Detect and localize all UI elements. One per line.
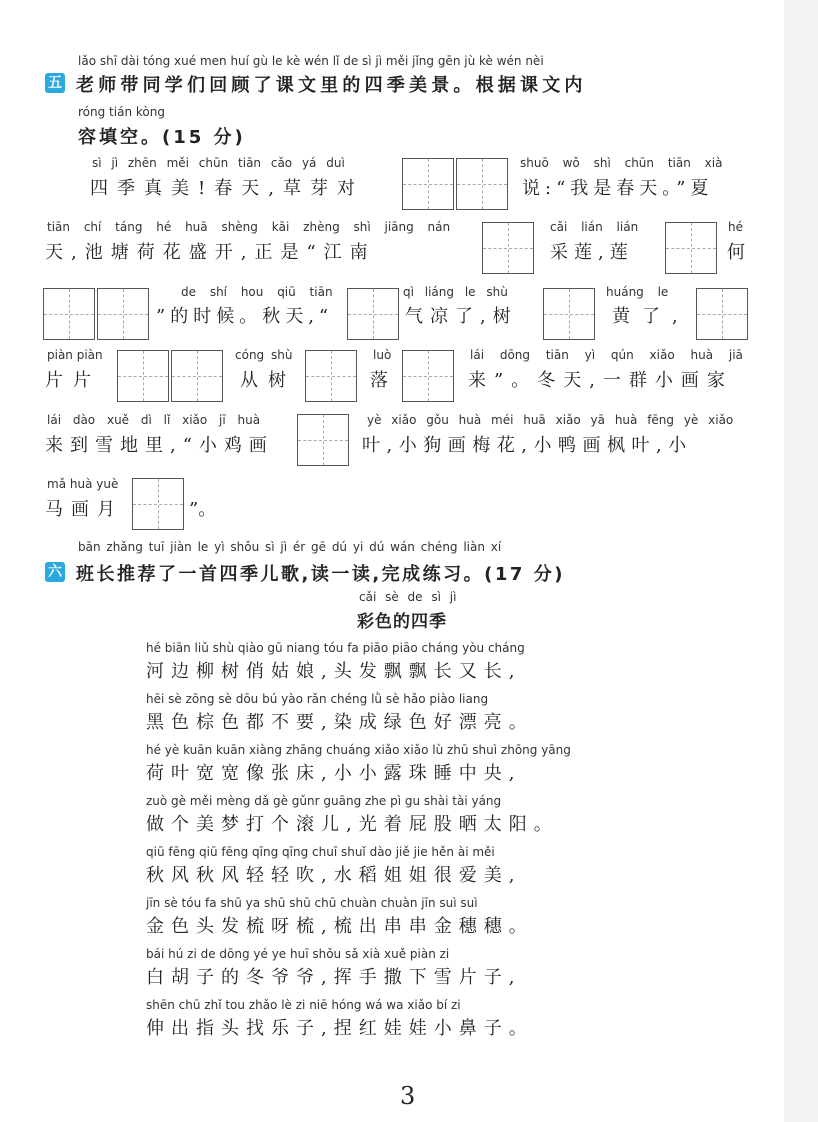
r3-pinyin-a: de shí hou qiū tiān	[181, 285, 333, 299]
r5-pinyin-a: lái dào xuě dì lǐ xiǎo jī huà	[47, 413, 261, 427]
r4-text-d: 来”。冬天,一群小画家	[468, 370, 733, 391]
r6-text-a: 马画月	[45, 499, 123, 520]
poem-line-pinyin: hé biān liǔ shù qiào gū niang tóu fa piāo piāo cháng yòu cháng	[146, 641, 525, 655]
answer-box[interactable]	[482, 222, 534, 274]
section6-badge: 六	[45, 562, 65, 582]
r4-pinyin-a: piàn piàn	[47, 348, 103, 362]
poem-line: 河边柳树俏姑娘,头发飘飘长又长,	[146, 661, 522, 682]
answer-box[interactable]	[456, 158, 508, 210]
poem-line-pinyin: hēi sè zōng sè dōu bú yào rǎn chéng lǜ sè hǎo piào liang	[146, 692, 489, 706]
poem-line: 伸出指头找乐子,捏红娃娃小鼻子。	[146, 1018, 534, 1039]
r5-text-a: 来到雪地里,“小鸡画	[45, 435, 274, 456]
poem-line-pinyin: shēn chū zhǐ tou zhǎo lè zi niē hóng wá wa xiǎo bí zi	[146, 998, 461, 1012]
poem-title: 彩色的四季	[357, 612, 447, 632]
page-edge-shadow	[784, 0, 818, 1122]
answer-box[interactable]	[696, 288, 748, 340]
answer-box[interactable]	[117, 350, 169, 402]
answer-box[interactable]	[347, 288, 399, 340]
section5-line2-pinyin: róng tián kòng	[78, 105, 165, 119]
answer-box[interactable]	[402, 158, 454, 210]
r3-text-b: 气凉了,树	[405, 306, 518, 327]
answer-box[interactable]	[97, 288, 149, 340]
poem-title-pinyin: cǎi sè de sì jì	[359, 590, 457, 604]
poem-line-pinyin: zuò gè měi mèng dǎ gè gǔnr guāng zhe pì gu shài tài yáng	[146, 794, 502, 808]
poem-line: 秋风秋风轻轻吹,水稻姐姐很爱美,	[146, 865, 522, 886]
section5-title-line1: 老师带同学们回顾了课文里的四季美景。根据课文内	[76, 75, 587, 96]
r5-pinyin-b: yè xiǎo gǒu huà méi huā xiǎo yā huà fēng yè xiǎo	[367, 413, 734, 427]
section6-title: 班长推荐了一首四季儿歌,读一读,完成练习。(17 分)	[76, 564, 565, 585]
r2-pinyin-b: cǎi lián lián	[550, 220, 639, 234]
answer-box[interactable]	[543, 288, 595, 340]
r2-text-b: 采莲,莲	[550, 242, 634, 263]
answer-box[interactable]	[402, 350, 454, 402]
section5-line1-pinyin: lǎo shī dài tóng xué men huí gù le kè wén lǐ de sì jì měi jǐng gēn jù kè wén nèi	[78, 54, 544, 68]
section5-title-line2: 容填空。(15 分)	[78, 127, 246, 148]
r1-text-a: 四季真美!春天,草芽对	[90, 178, 364, 199]
section5-badge: 五	[45, 73, 65, 93]
r6-text-b: ”。	[189, 499, 217, 520]
poem-line: 白胡子的冬爷爷,挥手撒下雪片子,	[146, 967, 522, 988]
r2-pinyin-c: hé	[728, 220, 743, 234]
r4-pinyin-c: luò	[373, 348, 392, 362]
r3-text-a: ”的时候。秋天,“	[156, 306, 334, 327]
answer-box[interactable]	[665, 222, 717, 274]
page-number: 3	[400, 1082, 416, 1110]
r1-text-b: 说:“我是春天。”夏	[522, 178, 714, 199]
poem-line-pinyin: qiū fēng qiū fēng qīng qīng chuī shuǐ dào jiě jie hěn ài měi	[146, 845, 495, 859]
poem-line: 黑色棕色都不要,染成绿色好漂亮。	[146, 712, 534, 733]
r3-text-c: 黄了,	[612, 306, 690, 327]
r6-pinyin-a: mǎ huà yuè	[47, 477, 119, 491]
r1-pinyin-b: shuō wǒ shì chūn tiān xià	[520, 156, 723, 170]
poem-line-pinyin: bái hú zi de dōng yé ye huī shǒu sǎ xià xuě piàn zi	[146, 947, 450, 961]
answer-box[interactable]	[171, 350, 223, 402]
r2-text-c: 何	[727, 242, 745, 263]
r4-pinyin-b: cóng shù	[235, 348, 293, 362]
answer-box[interactable]	[132, 478, 184, 530]
r3-pinyin-b: qì liáng le shù	[403, 285, 508, 299]
poem-line-pinyin: jīn sè tóu fa shū ya shū shū chū chuàn chuàn jīn suì suì	[146, 896, 478, 910]
poem-line: 荷叶宽宽像张床,小小露珠睡中央,	[146, 763, 522, 784]
r4-text-c: 落	[370, 370, 388, 391]
poem-line: 金色头发梳呀梳,梳出串串金穗穗。	[146, 916, 534, 937]
answer-box[interactable]	[305, 350, 357, 402]
answer-box[interactable]	[297, 414, 349, 466]
r1-pinyin-a: sì jì zhēn měi chūn tiān cǎo yá duì	[92, 156, 345, 170]
poem-line: 做个美梦打个滚儿,光着屁股晒太阳。	[146, 814, 559, 835]
r4-text-a: 片片	[45, 370, 101, 391]
r4-pinyin-d: lái dōng tiān yì qún xiǎo huà jiā	[470, 348, 743, 362]
answer-box[interactable]	[43, 288, 95, 340]
poem-line-pinyin: hé yè kuān kuān xiàng zhāng chuáng xiǎo xiǎo lù zhū shuì zhōng yāng	[146, 743, 571, 757]
r2-pinyin-a: tiān chí táng hé huā shèng kāi zhèng shì jiāng nán	[47, 220, 451, 234]
r2-text-a: 天,池塘荷花盛开,正是“江南	[45, 242, 376, 263]
section6-title-pinyin: bān zhǎng tuī jiàn le yì shǒu sì jì ér gē dú yi dú wán chéng liàn xí	[78, 540, 502, 554]
r3-pinyin-c: huáng le	[606, 285, 669, 299]
r5-text-b: 叶,小狗画梅花,小鸭画枫叶,小	[362, 435, 693, 456]
r4-text-b: 从树	[240, 370, 296, 391]
